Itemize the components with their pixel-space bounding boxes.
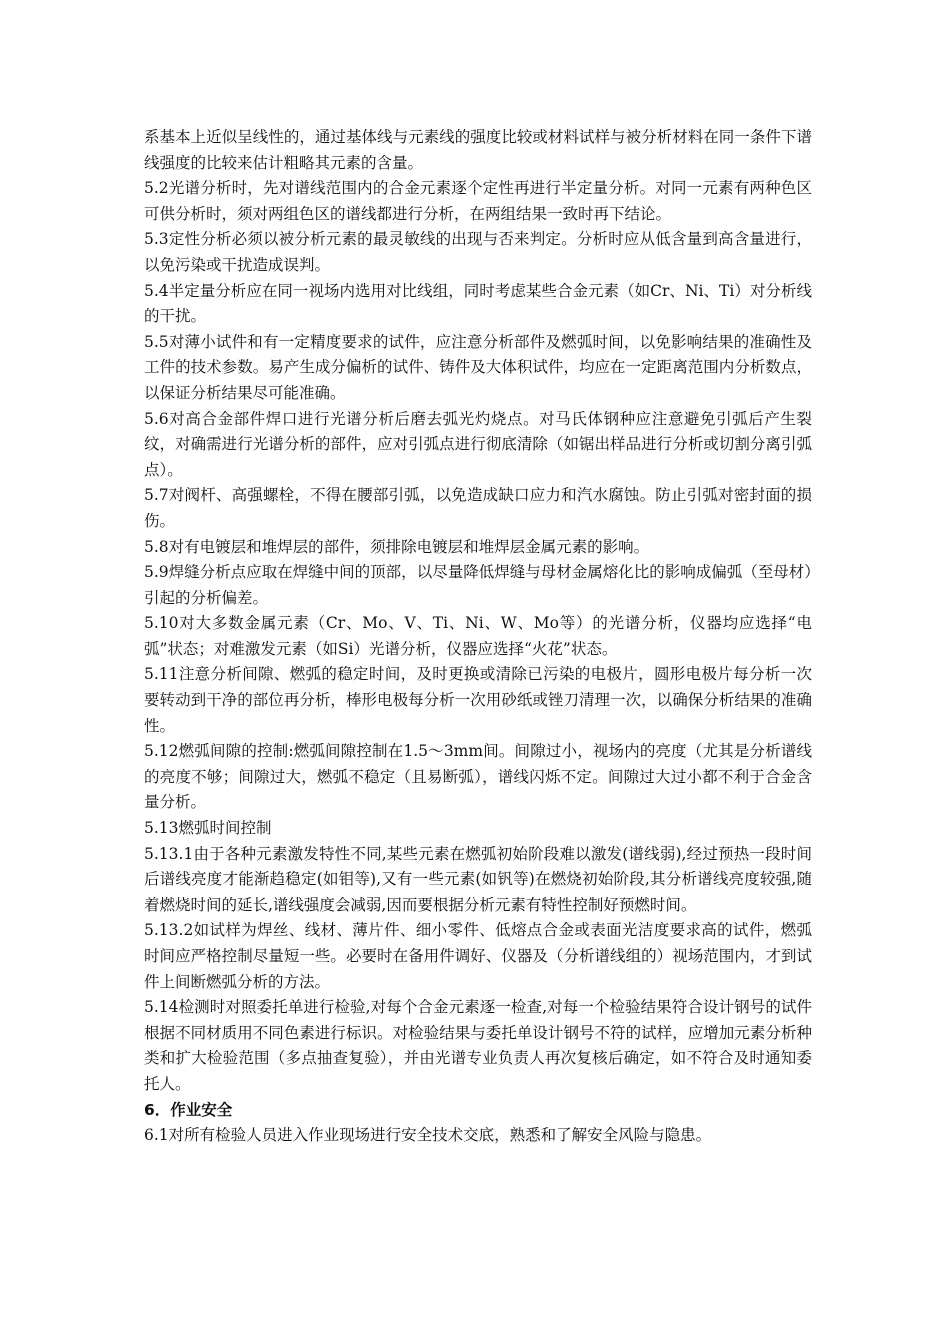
paragraph-5-14: 5.14检测时对照委托单进行检验,对每个合金元素逐一检查,对每一个检验结果符合设计钢号的试件根据不同材质用不同色素进行标识。对检验结果与委托单设计钢号不符的试样，应增加元素分析种类和扩大检验范围（多点抽查复验），并由光谱专业负责人再次复核后确定，如不符合及时通知委托人。 <box>144 998 812 1093</box>
paragraph-5-2: 5.2光谱分析时，先对谱线范围内的合金元素逐个定性再进行半定量分析。对同一元素有两种色区可供分析时，须对两组色区的谱线都进行分析，在两组结果一致时再下结论。 <box>144 179 812 223</box>
section-heading-6: 6．作业安全 <box>144 1100 233 1119</box>
paragraph-6-1: 6.1对所有检验人员进入作业现场进行安全技术交底，熟悉和了解安全风险与隐患。 <box>144 1126 712 1145</box>
paragraph-5-13-2: 5.13.2如试样为焊丝、线材、薄片件、细小零件、低熔点合金或表面光洁度要求高的试件，燃弧时间应严格控制尽量短一些。必要时在备用件调好、仪器及（分析谱线组的）视场范围内，才到试件上间断燃弧分析的方法。 <box>144 921 812 991</box>
paragraph-5-4: 5.4半定量分析应在同一视场内选用对比线组，同时考虑某些合金元素（如Cr、Ni、Ti）对分析线的干扰。 <box>144 281 812 326</box>
paragraph-5-7: 5.7对阀杆、高强螺栓，不得在腰部引弧，以免造成缺口应力和汽水腐蚀。防止引弧对密封面的损伤。 <box>144 486 812 530</box>
document-body <box>144 125 812 1149</box>
paragraph-5-3: 5.3定性分析必须以被分析元素的最灵敏线的出现与否来判定。分析时应从低含量到高含量进行，以免污染或干扰造成误判。 <box>144 230 812 274</box>
paragraph-5-9: 5.9焊缝分析点应取在焊缝中间的顶部，以尽量降低焊缝与母材金属熔化比的影响成偏弧（至母材）引起的分析偏差。 <box>144 563 812 607</box>
paragraph-5-12: 5.12燃弧间隙的控制:燃弧间隙控制在1.5～3mm间。间隙过小，视场内的亮度（尤其是分析谱线的亮度不够；间隙过大，燃弧不稳定（且易断弧），谱线闪烁不定。间隙过大过小都不利于合金含量分析。 <box>144 742 812 812</box>
paragraph-continuation: 系基本上近似呈线性的，通过基体线与元素线的强度比较或材料试样与被分析材料在同一条件下谱线强度的比较来估计粗略其元素的含量。 <box>144 128 812 172</box>
paragraph-5-13: 5.13燃弧时间控制 <box>144 819 272 838</box>
paragraph-5-11: 5.11注意分析间隙、燃弧的稳定时间，及时更换或清除已污染的电极片，圆形电极片每分析一次要转动到干净的部位再分析，棒形电极每分析一次用砂纸或锉刀清理一次，以确保分析结果的准确性。 <box>144 665 812 735</box>
paragraph-5-8: 5.8对有电镀层和堆焊层的部件，须排除电镀层和堆焊层金属元素的影响。 <box>144 537 650 556</box>
paragraph-5-10: 5.10对大多数金属元素（Cr、Mo、V、Ti、Ni、W、Mo等）的光谱分析，仪器均应选择“电弧”状态；对难激发元素（如Si）光谱分析，仪器应选择“火花”状态。 <box>144 614 812 658</box>
paragraph-5-13-1: 5.13.1由于各种元素激发特性不同,某些元素在燃弧初始阶段难以激发(谱线弱),经过预热一段时间后谱线亮度才能渐趋稳定(如钼等),又有一些元素(如钒等)在燃烧初始阶段,其分析谱线亮度较强,随着燃烧时间的延长,谱线强度会减弱,因而要根据分析元素有特性控制好预燃时间。 <box>144 844 812 914</box>
paragraph-5-6: 5.6对高合金部件焊口进行光谱分析后磨去弧光灼烧点。对马氏体钢种应注意避免引弧后产生裂纹，对确需进行光谱分析的部件，应对引弧点进行彻底清除（如锯出样品进行分析或切割分离引弧点）。 <box>144 409 812 479</box>
paragraph-5-5: 5.5对薄小试件和有一定精度要求的试件，应注意分析部件及燃弧时间，以免影响结果的准确性及工件的技术参数。易产生成分偏析的试件、铸件及大体积试件，均应在一定距离范围内分析数点，以保证分析结果尽可能准确。 <box>144 332 812 402</box>
